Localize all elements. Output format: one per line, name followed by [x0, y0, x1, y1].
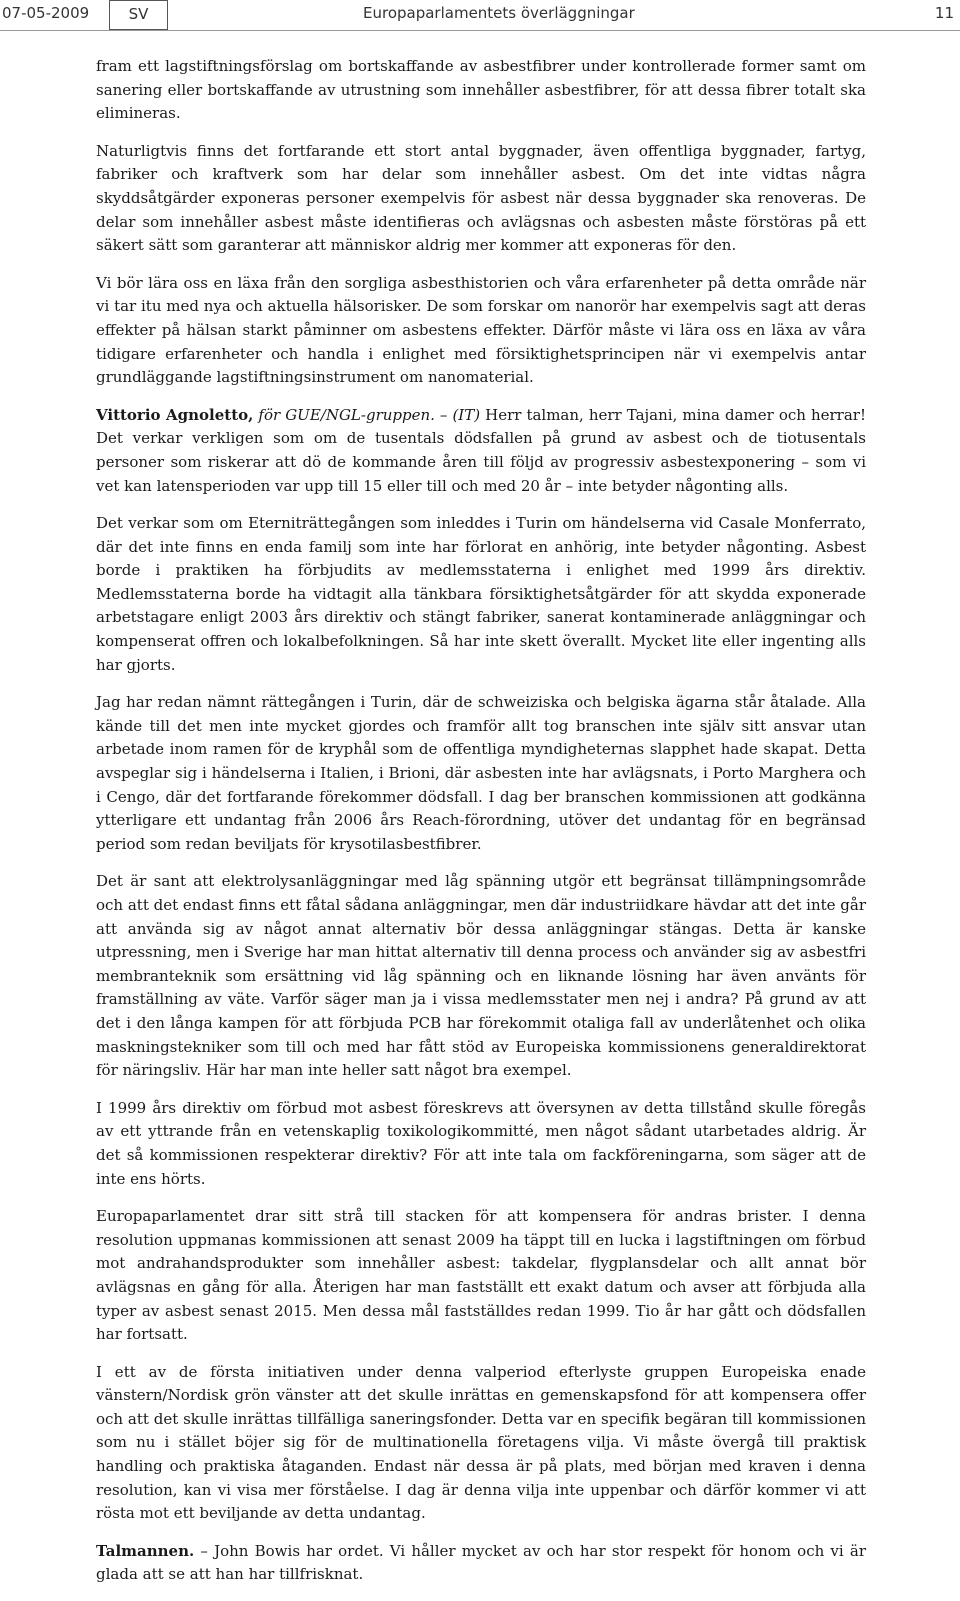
paragraph-7 — [96, 870, 866, 1082]
paragraph-9 — [96, 1205, 866, 1347]
paragraph-text: Jag har redan nämnt rättegången i Turin, där de schweiziska och belgiska ägarna står åtalade. Alla kände till det men inte mycket gjordes och framför allt tog branschen inte själv sitt ansvar utan arbetade inom ramen för de kryphål som de offentliga myndigheternas slapphet hade skapat. Detta avspeglar sig i händelserna i Italien, i Brioni, där asbesten inte har avlägsnats, i Porto Marghera och i Cengo, där det fortfarande förekommer dödsfall. I dag ber branschen kommissionen att godkänna ytterligare ett undantag från 2006 års Reach-förordning, utöver det undantag för en begränsad period som redan beviljats för krysotilasbestfibrer. — [96, 693, 866, 853]
speaker-name: Talmannen. — [96, 1541, 195, 1560]
paragraph-text: Det verkar som om Eterniträttegången som inleddes i Turin om händelserna vid Casale Monferrato, där det inte finns en enda familj som inte har förlorat en anhörig, inte betyder någonting. Asbest borde i praktiken ha förbjudits av medlemsstaterna i enlighet med 1999 års direktiv. Medlemsstaterna borde ha vidtagit alla tänkbara försiktighetsåtgärder för att skydda exponerade arbetstagare enligt 2003 års direktiv och stängt fabriker, sanerat kontaminerade anläggningar och kompenserat offren och lokalbefolkningen. Så har inte skett överallt. Mycket lite eller ingenting alls har gjorts. — [96, 514, 866, 674]
paragraph-text: I ett av de första initiativen under denna valperiod efterlyste gruppen Europeiska enade vänstern/Nordisk grön vänster att det skulle inrättas en gemenskapsfond för att kompensera offer och att det skulle inrättas tillfälliga saneringsfonder. Detta var en specifik begäran till kommissionen som nu i stället böjer sig för de multinationella företagens vilja. Vi måste övergå till praktisk handling och praktiska åtaganden. Endast när dessa är på plats, med början med kraven i denna resolution, kan vi visa mer förståelse. I dag är denna vilja inte uppenbar och därför kommer vi att rösta mot ett beviljande av detta undantag. — [96, 1362, 866, 1523]
paragraph-11 — [96, 1540, 866, 1587]
header-date: 07-05-2009 — [2, 4, 90, 22]
paragraph-4: Vittorio Agnoletto, för GUE/NGL-gruppen. – (IT) Herr talman, herr Tajani, mina damer och herrar! Det verkar verkligen som om de tusentals dödsfallen på grund av asbest och de tiotusentals personer som riskerar att dö de kommande åren till följd av progressiv asbestexponering – som vi vet kan latensperioden var upp till 15 eller till och med 20 år – inte betyder någonting alls. — [96, 405, 866, 495]
paragraph-text: fram ett lagstiftningsförslag om bortskaffande av asbestfibrer under kontrollerade former samt om sanering eller bortskaffande av utrustning som innehåller asbestfibrer, för att dessa fibrer totalt ska elimineras. — [96, 57, 866, 123]
paragraph-2 — [96, 140, 866, 258]
speaker-name: Vittorio Agnoletto, — [96, 405, 254, 424]
paragraph-text: I 1999 års direktiv om förbud mot asbest föreskrevs att översynen av detta tillstånd skulle föregås av ett yttrande från en vetenskaplig toxikologikommitté, men något sådant utarbetades aldrig. Är det så kommissionen respekterar direktiv? För att inte tala om fackföreningarna, som säger att de inte ens hörts. — [96, 1098, 866, 1188]
paragraph-text: Vi bör lära oss en läxa från den sorgliga asbesthistorien och våra erfarenheter på detta område när vi tar itu med nya och aktuella hälsorisker. De som forskar om nanorör har exempelvis sagt att deras effekter på hälsan starkt påminner om asbestens effekter. Därför måste vi lära oss en läxa av våra tidigare erfarenheter och handla i enlighet med försiktighetsprincipen när vi exempelvis antar grundläggande lagstiftningsinstrument om nanomaterial. — [96, 273, 866, 387]
paragraph-text: Det är sant att elektrolysanläggningar med låg spänning utgör ett begränsat tillämpningsområde och att det endast finns ett fåtal sådana anläggningar, men där industriidkare hävdar att det inte går att använda sig av något annat alternativ bör dessa anläggningar stängas. Detta är kanske utpressning, men i Sverige har man hittat alternativ till denna process och använder sig av asbestfri membranteknik som ersättning vid låg spänning och en liknande lösning har även använts för framställning av väte. Varför säger man ja i vissa medlemsstater men nej i andra? På grund av att det i den långa kampen för att förbjuda PCB har förekommit otaliga fall av underlåtenhet och olika maskningstekniker som till och med har fått stöd av Europeiska kommissionens generaldirektorat för näringsliv. Här har man inte heller satt något bra exempel. — [96, 872, 866, 1080]
paragraph-text: Naturligtvis finns det fortfarande ett stort antal byggnader, även offentliga byggnader, fartyg, fabriker och kraftverk som har delar som innehåller asbest. Om det inte vidtas några skyddsåtgärder exponeras personer exempelvis för asbest när dessa byggnader ska renoveras. De delar som innehåller asbest måste identifieras och avlägsnas och asbesten måste förstöras på ett säkert sätt som garanterar att människor aldrig mer kommer att exponeras för den. — [96, 141, 866, 255]
header-title: Europaparlamentets överläggningar — [363, 4, 635, 22]
paragraph-text: Europaparlamentet drar sitt strå till stacken för att kompensera för andras brister. I denna resolution uppmanas kommissionen att senast 2009 ha täppt till en lucka i lagstiftningen om förbud mot andrahandsprodukter som innehåller asbest: takdelar, flygplansdelar och allt annat bör avlägsnas en gång för alla. Återigen har man fastställt ett exakt datum och avser att förbjuda alla typer av asbest senast 2015. Men dessa mål fastställdes redan 1999. Tio år har gått och dödsfallen har fortsatt. — [96, 1207, 866, 1344]
paragraph-text: Herr talman, herr Tajani, mina damer och herrar! Det verkar verkligen som om de tusentals dödsfallen på grund av asbest och de tiotusentals personer som riskerar att dö de kommande åren till följd av progressiv asbestexponering – som vi vet kan latensperioden var upp till 15 eller till och med 20 år – inte betyder någonting alls. — [96, 405, 866, 495]
page-number: 11 — [934, 4, 954, 22]
paragraph-5 — [96, 512, 866, 677]
language-badge: SV — [109, 0, 168, 30]
paragraph-8 — [96, 1097, 866, 1191]
paragraph-1 — [96, 55, 866, 126]
paragraph-3 — [96, 272, 866, 390]
speech-language: (IT) — [452, 405, 481, 424]
paragraph-6 — [96, 691, 866, 856]
document-body — [96, 55, 866, 1601]
paragraph-10 — [96, 1361, 866, 1526]
speaker-role: för GUE/NGL-gruppen. — [258, 405, 435, 424]
page-header — [0, 0, 960, 31]
paragraph-text: – John Bowis har ordet. Vi håller mycket av och har stor respekt för honom och vi är glada att se att han har tillfrisknat. — [96, 1541, 866, 1584]
